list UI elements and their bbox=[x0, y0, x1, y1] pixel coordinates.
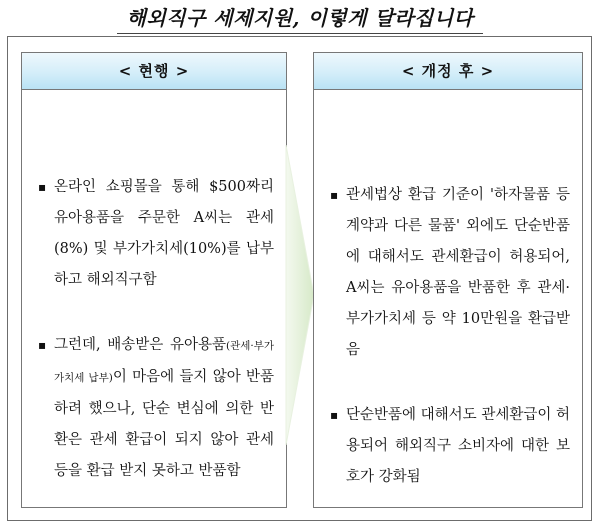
item-text-cont: 이 마음에 들지 않아 반품하려 했으나, 단순 변심에 의한 반환은 관세 환급이 되지 않아 관세 등을 환급 받지 못하고 반품함 bbox=[54, 369, 274, 479]
revised-panel-body bbox=[314, 90, 582, 493]
list-item bbox=[328, 180, 570, 366]
revised-panel bbox=[313, 52, 583, 508]
current-panel-body bbox=[22, 90, 286, 487]
item-text: 온라인 쇼핑몰을 통해 $500짜리 유아용품을 주문한 A씨는 관세(8%) 및 부가가치세(10%)를 납부하고 해외직구함 bbox=[54, 179, 274, 288]
list-item bbox=[36, 330, 274, 487]
item-text: 단순반품에 대해서도 관세환급이 허용되어 해외직구 소비자에 대한 보호가 강화됨 bbox=[346, 407, 570, 485]
current-panel-heading: < 현행 > bbox=[22, 53, 286, 90]
item-text: 그런데, 배송받은 유아용품 bbox=[54, 337, 226, 353]
revised-panel-heading: < 개정 후 > bbox=[314, 53, 582, 90]
list-item bbox=[36, 172, 274, 296]
page-title: 해외직구 세제지원, 이렇게 달라집니다 bbox=[117, 2, 484, 34]
bullet-icon: ▪ bbox=[330, 408, 339, 422]
page-title-wrap bbox=[0, 2, 600, 34]
right-arrow-icon bbox=[284, 145, 316, 445]
bullet-icon: ▪ bbox=[38, 180, 47, 194]
item-note: (관세·부가가치세 납부) bbox=[54, 340, 274, 384]
bullet-icon: ▪ bbox=[38, 338, 47, 352]
item-text: 관세법상 환급 기준이 '하자물품 등 계약과 다른 물품' 외에도 단순반품에 대해서도 관세환급이 허용되어, A씨는 유아용품을 반품한 후 관세·부가가치세 등 약 10만원을 환급받음 bbox=[346, 187, 570, 358]
current-panel bbox=[21, 52, 287, 508]
list-item bbox=[328, 400, 570, 493]
bullet-icon: ▪ bbox=[330, 188, 339, 202]
